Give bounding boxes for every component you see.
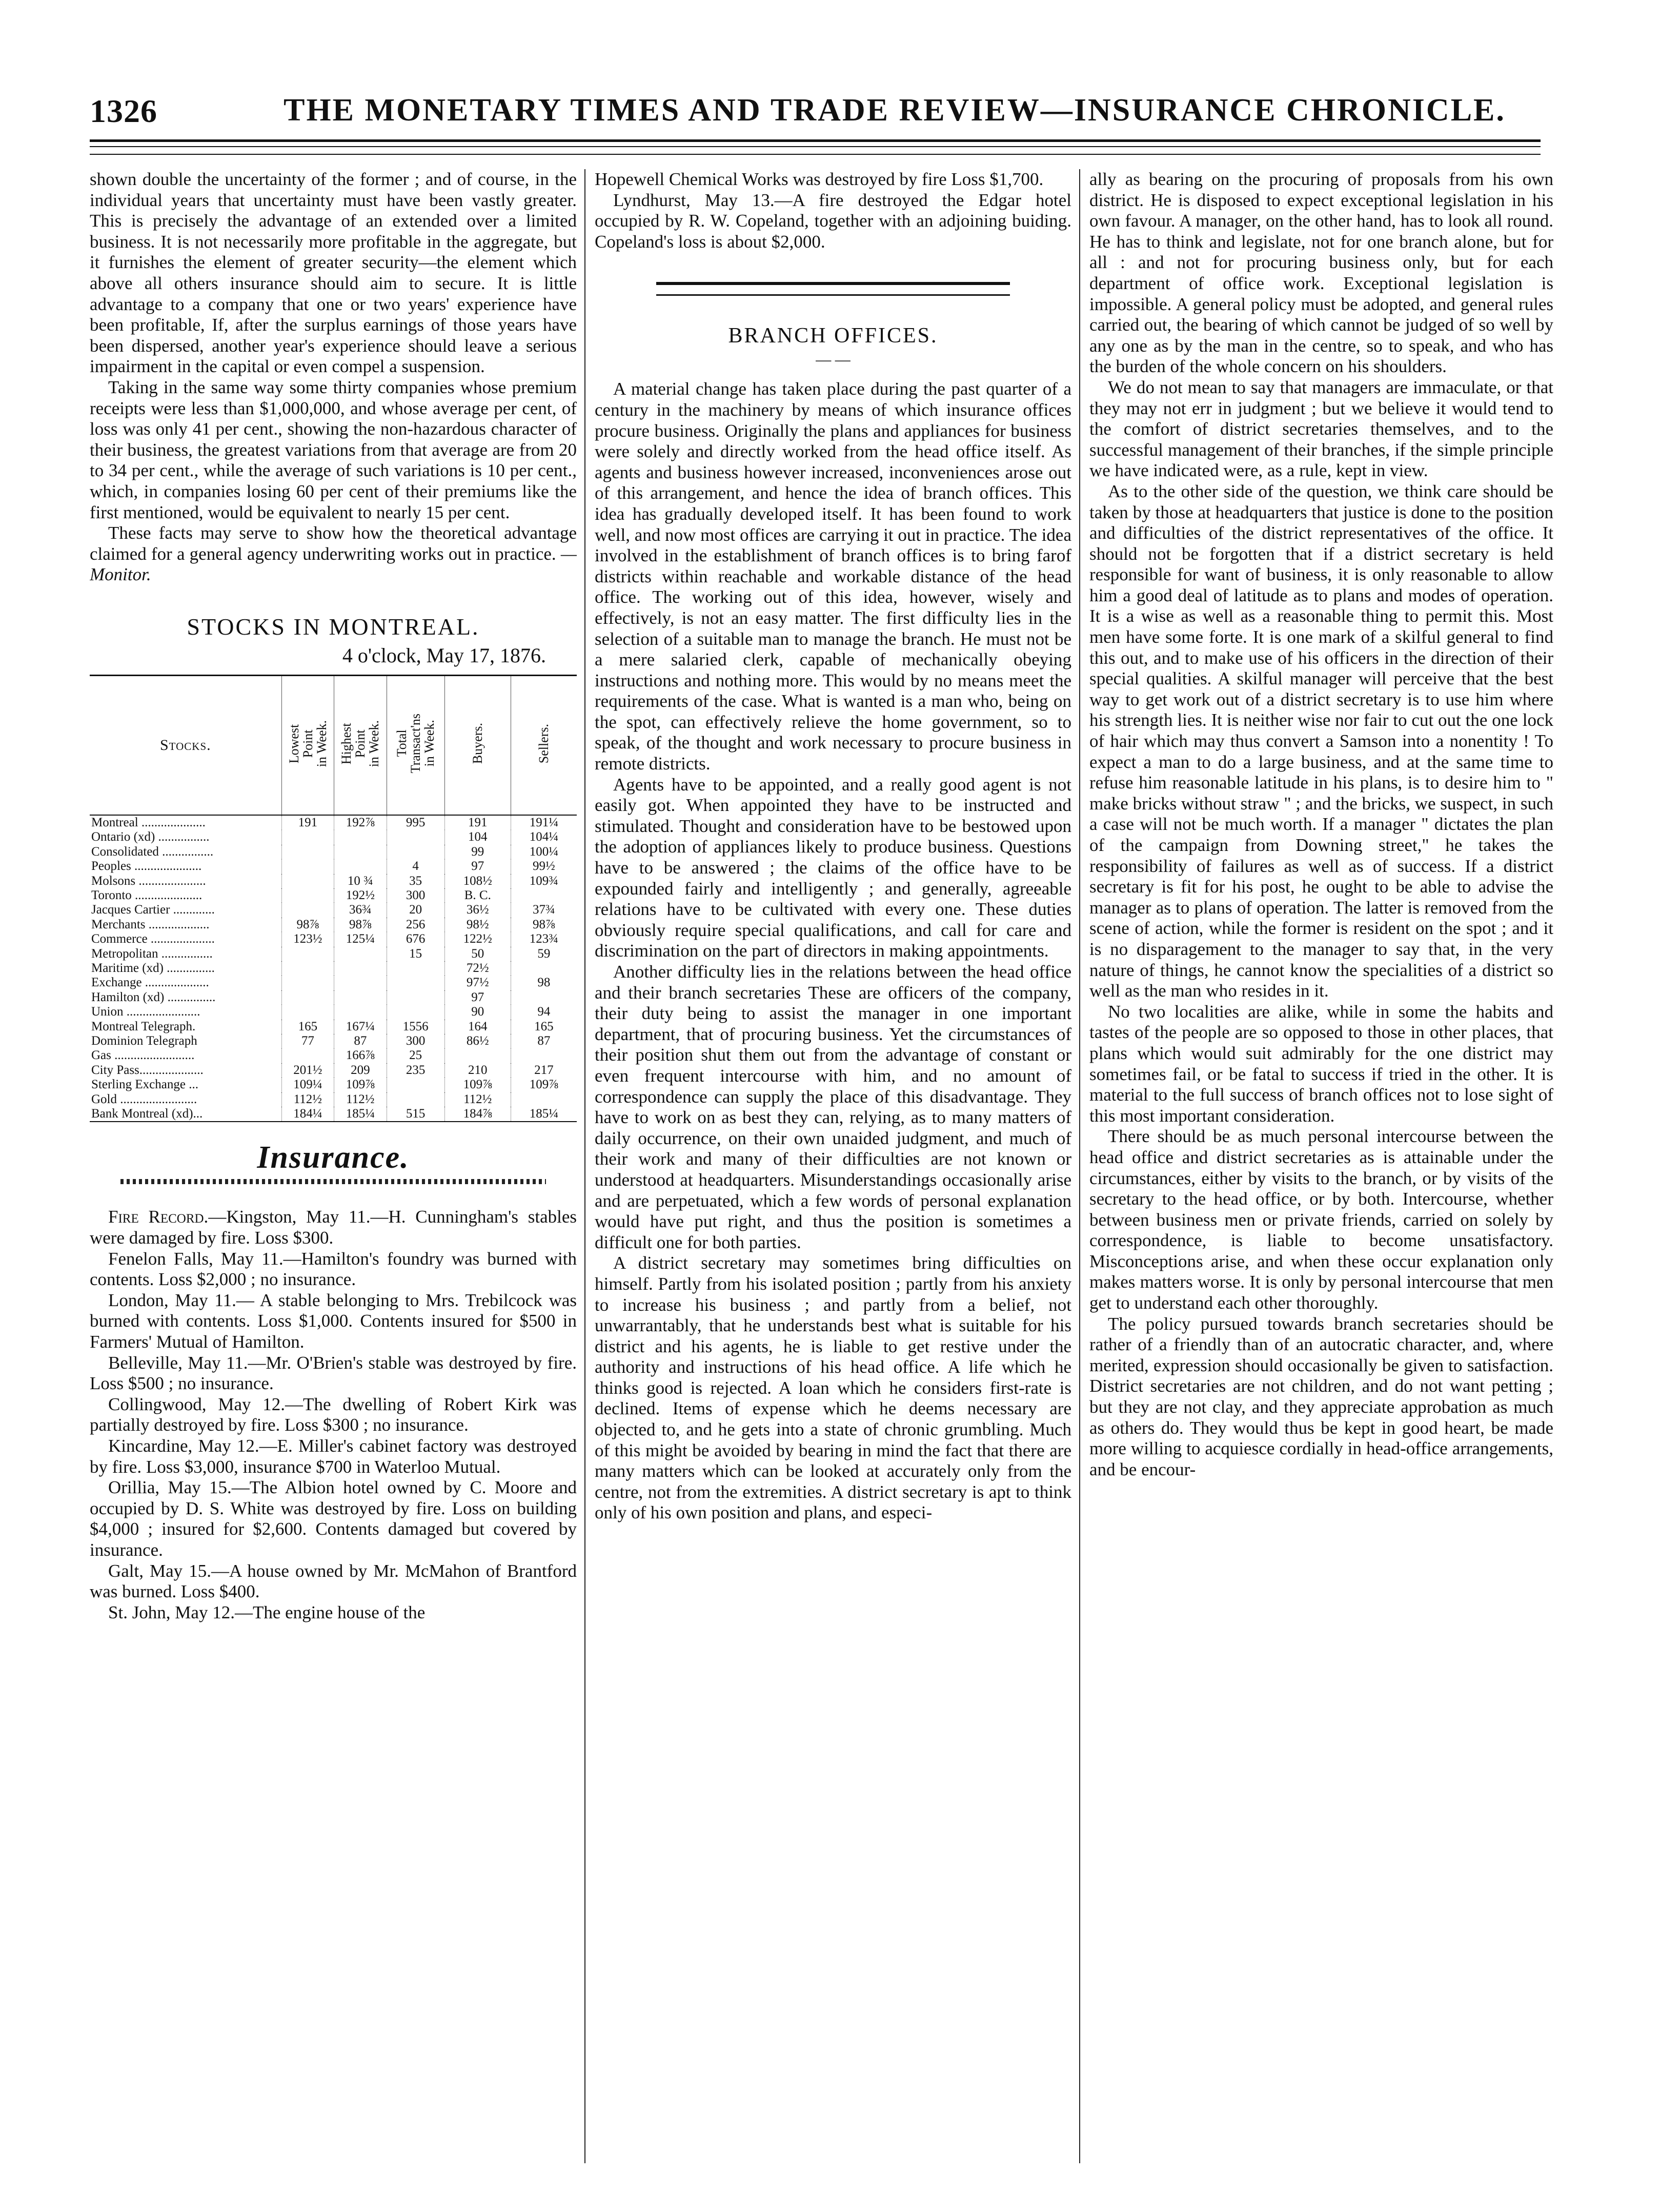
stock-value-cell: B. C. bbox=[444, 888, 511, 903]
stock-value-cell bbox=[387, 845, 444, 859]
article-paragraph: shown double the uncertainty of the former ; and of course, in the individual years that uncertainty must have been vastly greater. This is precisely the advantage of an extended over a limited business. It is not necessarily more profitable in the aggregate, but it furnishes the element of greater security—the element which above all others insurance should aim to secure. It is little advantage to a company that one or two years' experience have been profitable, If, after the surplus earnings of those years have been dispersed, another year's experience should leave a serious impairment in the capital or even compel a suspension. bbox=[90, 169, 577, 377]
stock-value-cell: 256 bbox=[387, 918, 444, 932]
stock-value-cell: 192⅞ bbox=[334, 815, 387, 830]
stock-value-cell: 109¾ bbox=[511, 874, 577, 888]
stock-name-cell: Exchange .................... bbox=[91, 976, 209, 990]
stocks-row bbox=[90, 947, 577, 961]
stock-value-cell: 36¾ bbox=[334, 903, 387, 917]
article-paragraph: As to the other side of the question, we think care should be taken by those at headquarters that justice is done to the position and difficulties of the district representatives of the office. It should not be forgotten that if a district secretary is held responsible for want of business, it is only reasonable to allow him a good deal of latitude as to plans and modes of operation. It is a wise as well as a reasonable thing to permit this. Most men have some forte. It is one mark of a skilful general to find this out, and to make use of his officers in the direction of their special qualities. A skilful manager will perceive that the best way to get work out of a district secretary is to use him where his strength lies. It is neither wise nor fair to cut out the one lock of hair which may thus convert a Samson into a nonentity ! To expect a man to do a large business, and at the same time to refuse him reasonable latitude in his plans, is to desire him to " make bricks without straw " ; and the bricks, we suspect, in such a case will not be much worth. If a manager " dictates the plan of the campaign from Downing street," he takes the responsibility of failures as well as of success. If a district secretary is fit for his post, he ought to be able to advise the manager as to plans of operation. The latter is removed from the scene of action, while the former is resident on the spot ; and it is no disparagement to the manager to say that, in the very nature of things, he cannot know the specialities of a district so well as the man who resides in it. bbox=[1089, 481, 1553, 1001]
fire-record-item: Kincardine, May 12.—E. Miller's cabinet factory was destroyed by fire. Loss $3,000, insurance $700 in Waterloo Mutual. bbox=[90, 1435, 577, 1477]
column-divider-2 bbox=[1079, 169, 1080, 2163]
stock-name-cell: Metropolitan ................ bbox=[91, 946, 213, 961]
stock-value-cell: 97 bbox=[444, 859, 511, 873]
stock-value-cell bbox=[281, 1048, 334, 1063]
column-header-stocks: Stocks. bbox=[90, 675, 281, 815]
stock-value-cell: 165 bbox=[511, 1020, 577, 1034]
stock-value-cell: 166⅞ bbox=[334, 1048, 387, 1063]
stock-name-cell: Ontario (xd) ................ bbox=[91, 830, 210, 844]
stock-value-cell: 97 bbox=[444, 990, 511, 1005]
stock-value-cell bbox=[281, 961, 334, 976]
stock-value-cell: 109⅞ bbox=[444, 1078, 511, 1092]
stock-value-cell: 109¼ bbox=[281, 1078, 334, 1092]
column-header-buyers: Buyers. bbox=[444, 675, 511, 815]
stock-value-cell: 87 bbox=[334, 1034, 387, 1048]
column-header-total: Total Transact'ns in Week. bbox=[387, 675, 444, 815]
stock-value-cell: 4 bbox=[387, 859, 444, 873]
stock-value-cell: 123¾ bbox=[511, 932, 577, 946]
article-paragraph: Taking in the same way some thirty companies whose premium receipts were less than $1,000,000, and whose average per cent, of loss was only 41 per cent., showing the non-hazardous character of their business, the greatest variations from that average are from 20 to 34 per cent., while the average of such variations is 10 per cent., which, in companies losing 60 per cent of their premiums like the first mentioned, would be equivalent to nearly 15 per cent. bbox=[90, 377, 577, 522]
stocks-table-body bbox=[90, 815, 577, 1122]
stock-value-cell: 300 bbox=[387, 888, 444, 903]
stocks-row bbox=[90, 888, 577, 903]
stock-value-cell: 87 bbox=[511, 1034, 577, 1048]
stock-value-cell: 99 bbox=[444, 845, 511, 859]
stock-value-cell: 15 bbox=[387, 947, 444, 961]
stock-name-cell: Bank Montreal (xd)... bbox=[90, 1107, 281, 1122]
fire-record-item: London, May 11.— A stable belonging to Mrs. Trebilcock was burned with contents. Loss $1,000. Contents insured for $500 in Farmers' Mutual of Hamilton. bbox=[90, 1290, 577, 1352]
stock-value-cell: 217 bbox=[511, 1063, 577, 1078]
fire-record-item: Hopewell Chemical Works was destroyed by fire Loss $1,700. bbox=[595, 169, 1044, 189]
stock-value-cell bbox=[281, 888, 334, 903]
stock-value-cell: 235 bbox=[387, 1063, 444, 1078]
stock-value-cell bbox=[387, 976, 444, 990]
stock-value-cell: 37¾ bbox=[511, 903, 577, 917]
column-header-highest: Highest Point in Week. bbox=[334, 675, 387, 815]
stock-value-cell: 209 bbox=[334, 1063, 387, 1078]
stock-value-cell: 112½ bbox=[281, 1092, 334, 1107]
stock-name-cell: Dominion Telegraph bbox=[91, 1033, 197, 1048]
article-paragraph: We do not mean to say that managers are immaculate, or that they may not err in judgment ; but we believe it would tend to the comfort of district secretaries themselves, and to the successful management of their branches, if the simple principle we have indicated were, as a rule, kept in view. bbox=[1089, 377, 1553, 481]
stock-value-cell bbox=[281, 947, 334, 961]
stock-value-cell: 165 bbox=[281, 1020, 334, 1034]
article-paragraph: ally as bearing on the procuring of proposals from his own district. He is disposed to expect exceptional legislation in his own favour. A manager, on the other hand, has to look all round. He has to think and legislate, not for one branch alone, but for all : and not for procuring business only, but for each department of office work. Exceptional legislation is impossible. A general policy must be adopted, and general rules carried out, the bearing of which cannot be judged of so well by any one as by the man in the centre, so to speak, and who has the burden of the whole concern on his shoulders. bbox=[1089, 169, 1553, 377]
stock-name-cell: Commerce .................... bbox=[91, 932, 215, 946]
stock-value-cell: 125¼ bbox=[334, 932, 387, 946]
stock-value-cell: 10 ¾ bbox=[334, 874, 387, 888]
article-paragraph: Another difficulty lies in the relations between the head office and their branch secretaries These are officers of the company, their duty being to assist the manager in one important department, that of procuring business. Yet the circumstances of their position shut them out from the advantage of constant or even frequent intercourse with him, and no amount of correspondence can supply the place of this disadvantage. They have to work on as best they can, relying, as to many matters of daily occurrence, on their own unaided judgment, and much of their work and many of their difficulties are not known or understood at headquarters. Misunderstandings occasionally arise and are perpetuated, which a few words of personal explanation would have put right, and thus the position is sometimes a difficult one for both parties. bbox=[595, 962, 1071, 1252]
stock-value-cell: 192½ bbox=[334, 888, 387, 903]
stock-value-cell: 100¼ bbox=[511, 845, 577, 859]
stock-value-cell bbox=[511, 961, 577, 976]
stocks-row bbox=[90, 874, 577, 888]
stock-value-cell: 98⅞ bbox=[281, 918, 334, 932]
stock-value-cell: 98⅞ bbox=[334, 918, 387, 932]
section-separator-rule bbox=[656, 282, 1010, 296]
stock-value-cell bbox=[511, 888, 577, 903]
column-3 bbox=[1089, 169, 1553, 2163]
fire-record-item: Collingwood, May 12.—The dwelling of Robert Kirk was partially destroyed by fire. Loss $300 ; no insurance. bbox=[90, 1394, 577, 1435]
stocks-header-row bbox=[90, 675, 577, 815]
fire-record-item: Galt, May 15.—A house owned by Mr. McMahon of Brantford was burned. Loss $400. bbox=[90, 1560, 577, 1602]
stock-value-cell: 995 bbox=[387, 815, 444, 830]
fire-record-item: Fenelon Falls, May 11.—Hamilton's foundry was burned with contents. Loss $2,000 ; no insurance. bbox=[90, 1248, 577, 1290]
stocks-row bbox=[90, 1063, 577, 1078]
stock-value-cell: 25 bbox=[387, 1048, 444, 1063]
stock-value-cell bbox=[387, 990, 444, 1005]
article-paragraph: There should be as much personal intercourse between the head office and district secretaries as is attainable under the circumstances, either by visits to the branch, or by visits of the secretary to the head office, or by both. Intercourse, whether between business men or private friends, carried on solely by correspondence, is liable to become unsatisfactory. Misconceptions arise, and when these occur explanation only makes matters worse. It is only by personal intercourse that men get to understand each other thoroughly. bbox=[1089, 1126, 1553, 1313]
stock-name-cell: Molsons ..................... bbox=[91, 873, 206, 888]
stocks-row bbox=[90, 1048, 577, 1063]
stock-value-cell: 94 bbox=[511, 1005, 577, 1019]
column-header-sellers: Sellers. bbox=[511, 675, 577, 815]
stocks-row bbox=[90, 903, 577, 917]
stock-value-cell bbox=[334, 990, 387, 1005]
stock-value-cell bbox=[387, 1005, 444, 1019]
stock-name-cell: Peoples ..................... bbox=[91, 859, 202, 873]
article-paragraph: The policy pursued towards branch secretaries should be rather of a friendly than of an autocratic character, and, where merited, expression should occasionally be given to satisfaction. District secretaries are not children, and do not want petting ; but they are not clay, and they appreciate approbation as much as others do. They would thus be kept in good heart, be made more willing to acquiesce cordially in head-office arrangements, and be encour- bbox=[1089, 1313, 1553, 1479]
stock-value-cell bbox=[334, 976, 387, 990]
article-paragraph: No two localities are alike, while in some the habits and tastes of the people are so opposed to those in other places, that plans which would suit admirably for the one district may sometimes fail, or be fatal to success if tried in the other. It is material to the full success of branch offices not to lose sight of this most important consideration. bbox=[1089, 1001, 1553, 1126]
insurance-heading: Insurance. bbox=[257, 1140, 410, 1175]
stock-value-cell: 90 bbox=[444, 1005, 511, 1019]
byline: —Monitor. bbox=[90, 543, 577, 585]
stock-value-cell bbox=[387, 1078, 444, 1092]
stock-value-cell: 164 bbox=[444, 1020, 511, 1034]
article-paragraph: A material change has taken place during the past quarter of a century in the machinery by means of which insurance offices procure business. Originally the plans and appliances for business were solely and directly worked from the head office itself. As agents and business however increased, inconveniences arose out of this arrangement, and hence the idea of branch offices. This idea has gradually developed itself. It has been found to work well, and now most offices are carrying it out in practice. The idea involved in the establishment of branch offices is to bring farof districts within reachable and workable distance of the head office. The working out of this idea, however, wisely and effectively, is not an easy matter. The first difficulty lies in the selection of a suitable man to manage the branch. He must not be a mere salaried clerk, capable of mechanically obeying instructions and nothing more. This would by no means meet the requirements of the case. What is wanted is a man who, being on the spot, can effectively relieve the home government, so to speak, of the thought and work necessary to procure business in remote districts. bbox=[595, 379, 1071, 774]
journal-title: THE MONETARY TIMES AND TRADE REVIEW—INSURANCE CHRONICLE. bbox=[284, 93, 1506, 128]
column-2 bbox=[595, 169, 1071, 2163]
stock-value-cell: 98⅞ bbox=[511, 918, 577, 932]
fire-record-label: Fire Record. bbox=[108, 1207, 209, 1227]
stocks-row bbox=[90, 1020, 577, 1034]
stocks-table bbox=[90, 675, 577, 1123]
stock-name-cell: Toronto ..................... bbox=[91, 888, 203, 902]
stocks-row bbox=[90, 845, 577, 859]
stock-value-cell bbox=[334, 961, 387, 976]
stock-value-cell: 98 bbox=[511, 976, 577, 990]
stock-value-cell bbox=[387, 830, 444, 844]
stock-value-cell: 109⅞ bbox=[511, 1078, 577, 1092]
stock-value-cell: 109⅞ bbox=[334, 1078, 387, 1092]
fire-record-item: Lyndhurst, May 13.—A fire destroyed the Edgar hotel occupied by R. W. Copeland, together with an adjoining buiding. Copeland's loss is about $2,000. bbox=[595, 190, 1071, 252]
stock-value-cell: 676 bbox=[387, 932, 444, 946]
stocks-row bbox=[90, 815, 577, 830]
stock-value-cell: 97½ bbox=[444, 976, 511, 990]
branch-offices-heading: BRANCH OFFICES. bbox=[728, 324, 938, 348]
stock-name-cell: Jacques Cartier ............. bbox=[91, 903, 215, 917]
stock-value-cell: 122½ bbox=[444, 932, 511, 946]
stock-value-cell: 98½ bbox=[444, 918, 511, 932]
stock-name-cell: Hamilton (xd) ............... bbox=[91, 990, 216, 1004]
article-paragraph: A district secretary may sometimes bring difficulties on himself. Partly from his isolated position ; partly from his anxiety to increase his business ; and partly from a belief, not unwarrantably, that he understands best what is suitable for his district and his agents, he is liable to get restive under the authority and instructions of his head office. A life which he thinks good is rejected. A loan which he considers first-rate is declined. Items of expense which he deems necessary are objected to, and he gets into a state of chronic grumbling. Much of this might be avoided by bearing in mind the fact that there are many matters which can be looked at accurately only from the centre, not from the extremities. A district secretary is apt to think only of his own position and plans, and especi- bbox=[595, 1253, 1071, 1523]
fire-record-item: St. John, May 12.—The engine house of the bbox=[108, 1602, 426, 1622]
column-header-lowest: Lowest Point in Week. bbox=[281, 675, 334, 815]
stock-name-cell: Montreal .................... bbox=[91, 815, 206, 829]
stocks-row bbox=[90, 976, 577, 990]
stock-value-cell: 185¼ bbox=[511, 1107, 577, 1122]
fire-record-item: Fire Record.—Kingston, May 11.—H. Cunningham's stables were damaged by fire. Loss $300. bbox=[90, 1207, 577, 1248]
article-paragraph: Agents have to be appointed, and a really good agent is not easily got. When appointed they have to be instructed and stimulated. Thought and consideration have to be bestowed upon the adoption of appliances likely to produce business. Questions have to be answered ; the claims of the office have to be expounded fairly and intelligently ; and generally, agreeable relations have to be cultivated with every one. These duties obviously require special qualifications, and call for care and discrimination on the part of directors in making appointments. bbox=[595, 774, 1071, 961]
stocks-row bbox=[90, 1107, 577, 1122]
stocks-row bbox=[90, 830, 577, 844]
stock-value-cell: 99½ bbox=[511, 859, 577, 873]
stock-value-cell bbox=[281, 976, 334, 990]
stock-value-cell: 50 bbox=[444, 947, 511, 961]
header-rule-thin bbox=[90, 146, 1541, 147]
header-rule-thin-lower bbox=[90, 154, 1541, 155]
stock-value-cell: 167¼ bbox=[334, 1020, 387, 1034]
stocks-row bbox=[90, 1005, 577, 1019]
stock-value-cell bbox=[387, 1092, 444, 1107]
article-paragraph bbox=[90, 523, 577, 585]
decorative-wavy-rule bbox=[120, 1179, 546, 1184]
stock-value-cell: 112½ bbox=[334, 1092, 387, 1107]
stock-value-cell bbox=[281, 1005, 334, 1019]
stocks-row bbox=[90, 990, 577, 1005]
stock-value-cell bbox=[444, 1048, 511, 1063]
stock-value-cell bbox=[511, 990, 577, 1005]
stocks-row bbox=[90, 1092, 577, 1107]
stock-value-cell: 1556 bbox=[387, 1020, 444, 1034]
stock-value-cell: 184⅞ bbox=[444, 1107, 511, 1122]
stock-value-cell: 191 bbox=[281, 815, 334, 830]
stock-value-cell bbox=[281, 845, 334, 859]
header-rule-thick bbox=[90, 139, 1541, 142]
stock-value-cell bbox=[334, 845, 387, 859]
stock-value-cell bbox=[281, 990, 334, 1005]
stock-value-cell: 123½ bbox=[281, 932, 334, 946]
stock-value-cell bbox=[281, 830, 334, 844]
stocks-title: STOCKS IN MONTREAL. bbox=[187, 613, 480, 640]
stock-value-cell: 36½ bbox=[444, 903, 511, 917]
stock-value-cell bbox=[281, 874, 334, 888]
stock-value-cell: 515 bbox=[387, 1107, 444, 1122]
stock-value-cell bbox=[511, 1048, 577, 1063]
stock-value-cell: 104 bbox=[444, 830, 511, 844]
stock-value-cell: 191¼ bbox=[511, 815, 577, 830]
paragraph-text: These facts may serve to show how the theoretical advantage claimed for a general agency underwriting works out in practice. bbox=[90, 523, 577, 564]
stock-value-cell bbox=[387, 961, 444, 976]
stock-value-cell: 201½ bbox=[281, 1063, 334, 1078]
stock-name-cell: Gas ......................... bbox=[91, 1048, 195, 1063]
stock-value-cell: 20 bbox=[387, 903, 444, 917]
stock-value-cell bbox=[334, 947, 387, 961]
stock-value-cell bbox=[511, 1092, 577, 1107]
stocks-row bbox=[90, 1078, 577, 1092]
stock-value-cell bbox=[334, 1005, 387, 1019]
stock-value-cell: 191 bbox=[444, 815, 511, 830]
stock-name-cell: Merchants ................... bbox=[91, 917, 210, 931]
stocks-row bbox=[90, 961, 577, 976]
stocks-timestamp: 4 o'clock, May 17, 1876. bbox=[342, 643, 546, 667]
stocks-row bbox=[90, 859, 577, 873]
stock-value-cell bbox=[334, 859, 387, 873]
stock-value-cell bbox=[281, 859, 334, 873]
fire-record-item: Orillia, May 15.—The Albion hotel owned by C. Moore and occupied by D. S. White was destroyed by fire. Loss on building $4,000 ; insured for $2,600. Contents damaged but covered by insurance. bbox=[90, 1477, 577, 1560]
stock-value-cell bbox=[334, 830, 387, 844]
stock-name-cell: City Pass.................... bbox=[91, 1063, 204, 1077]
stock-name-cell: Maritime (xd) ............... bbox=[91, 961, 215, 975]
stock-value-cell: 86½ bbox=[444, 1034, 511, 1048]
stock-value-cell: 104¼ bbox=[511, 830, 577, 844]
stock-value-cell: 35 bbox=[387, 874, 444, 888]
stock-value-cell: 112½ bbox=[444, 1092, 511, 1107]
stock-name-cell: Consolidated ................ bbox=[91, 844, 214, 859]
stock-name-cell: Union ....................... bbox=[91, 1005, 200, 1019]
stocks-row bbox=[90, 918, 577, 932]
stock-value-cell: 300 bbox=[387, 1034, 444, 1048]
stock-value-cell: 72½ bbox=[444, 961, 511, 976]
stock-value-cell: 210 bbox=[444, 1063, 511, 1078]
stock-name-cell: Sterling Exchange ... bbox=[91, 1078, 198, 1092]
stock-value-cell: 108½ bbox=[444, 874, 511, 888]
page-header bbox=[90, 92, 1541, 138]
stock-value-cell: 77 bbox=[281, 1034, 334, 1048]
stock-value-cell: 185¼ bbox=[334, 1107, 387, 1122]
heading-dash: — — bbox=[816, 351, 851, 369]
page-number: 1326 bbox=[90, 93, 157, 129]
fire-record-item: Belleville, May 11.—Mr. O'Brien's stable was destroyed by fire. Loss $500 ; no insurance. bbox=[90, 1352, 577, 1394]
stocks-row bbox=[90, 932, 577, 946]
stock-name-cell: Montreal Telegraph. bbox=[91, 1019, 196, 1033]
column-divider-1 bbox=[584, 169, 585, 2163]
stock-value-cell bbox=[281, 903, 334, 917]
stock-value-cell: 184¼ bbox=[281, 1107, 334, 1122]
column-1 bbox=[90, 169, 577, 2163]
stock-name-cell: Gold ........................ bbox=[91, 1092, 197, 1106]
stock-value-cell: 59 bbox=[511, 947, 577, 961]
stocks-row bbox=[90, 1034, 577, 1048]
